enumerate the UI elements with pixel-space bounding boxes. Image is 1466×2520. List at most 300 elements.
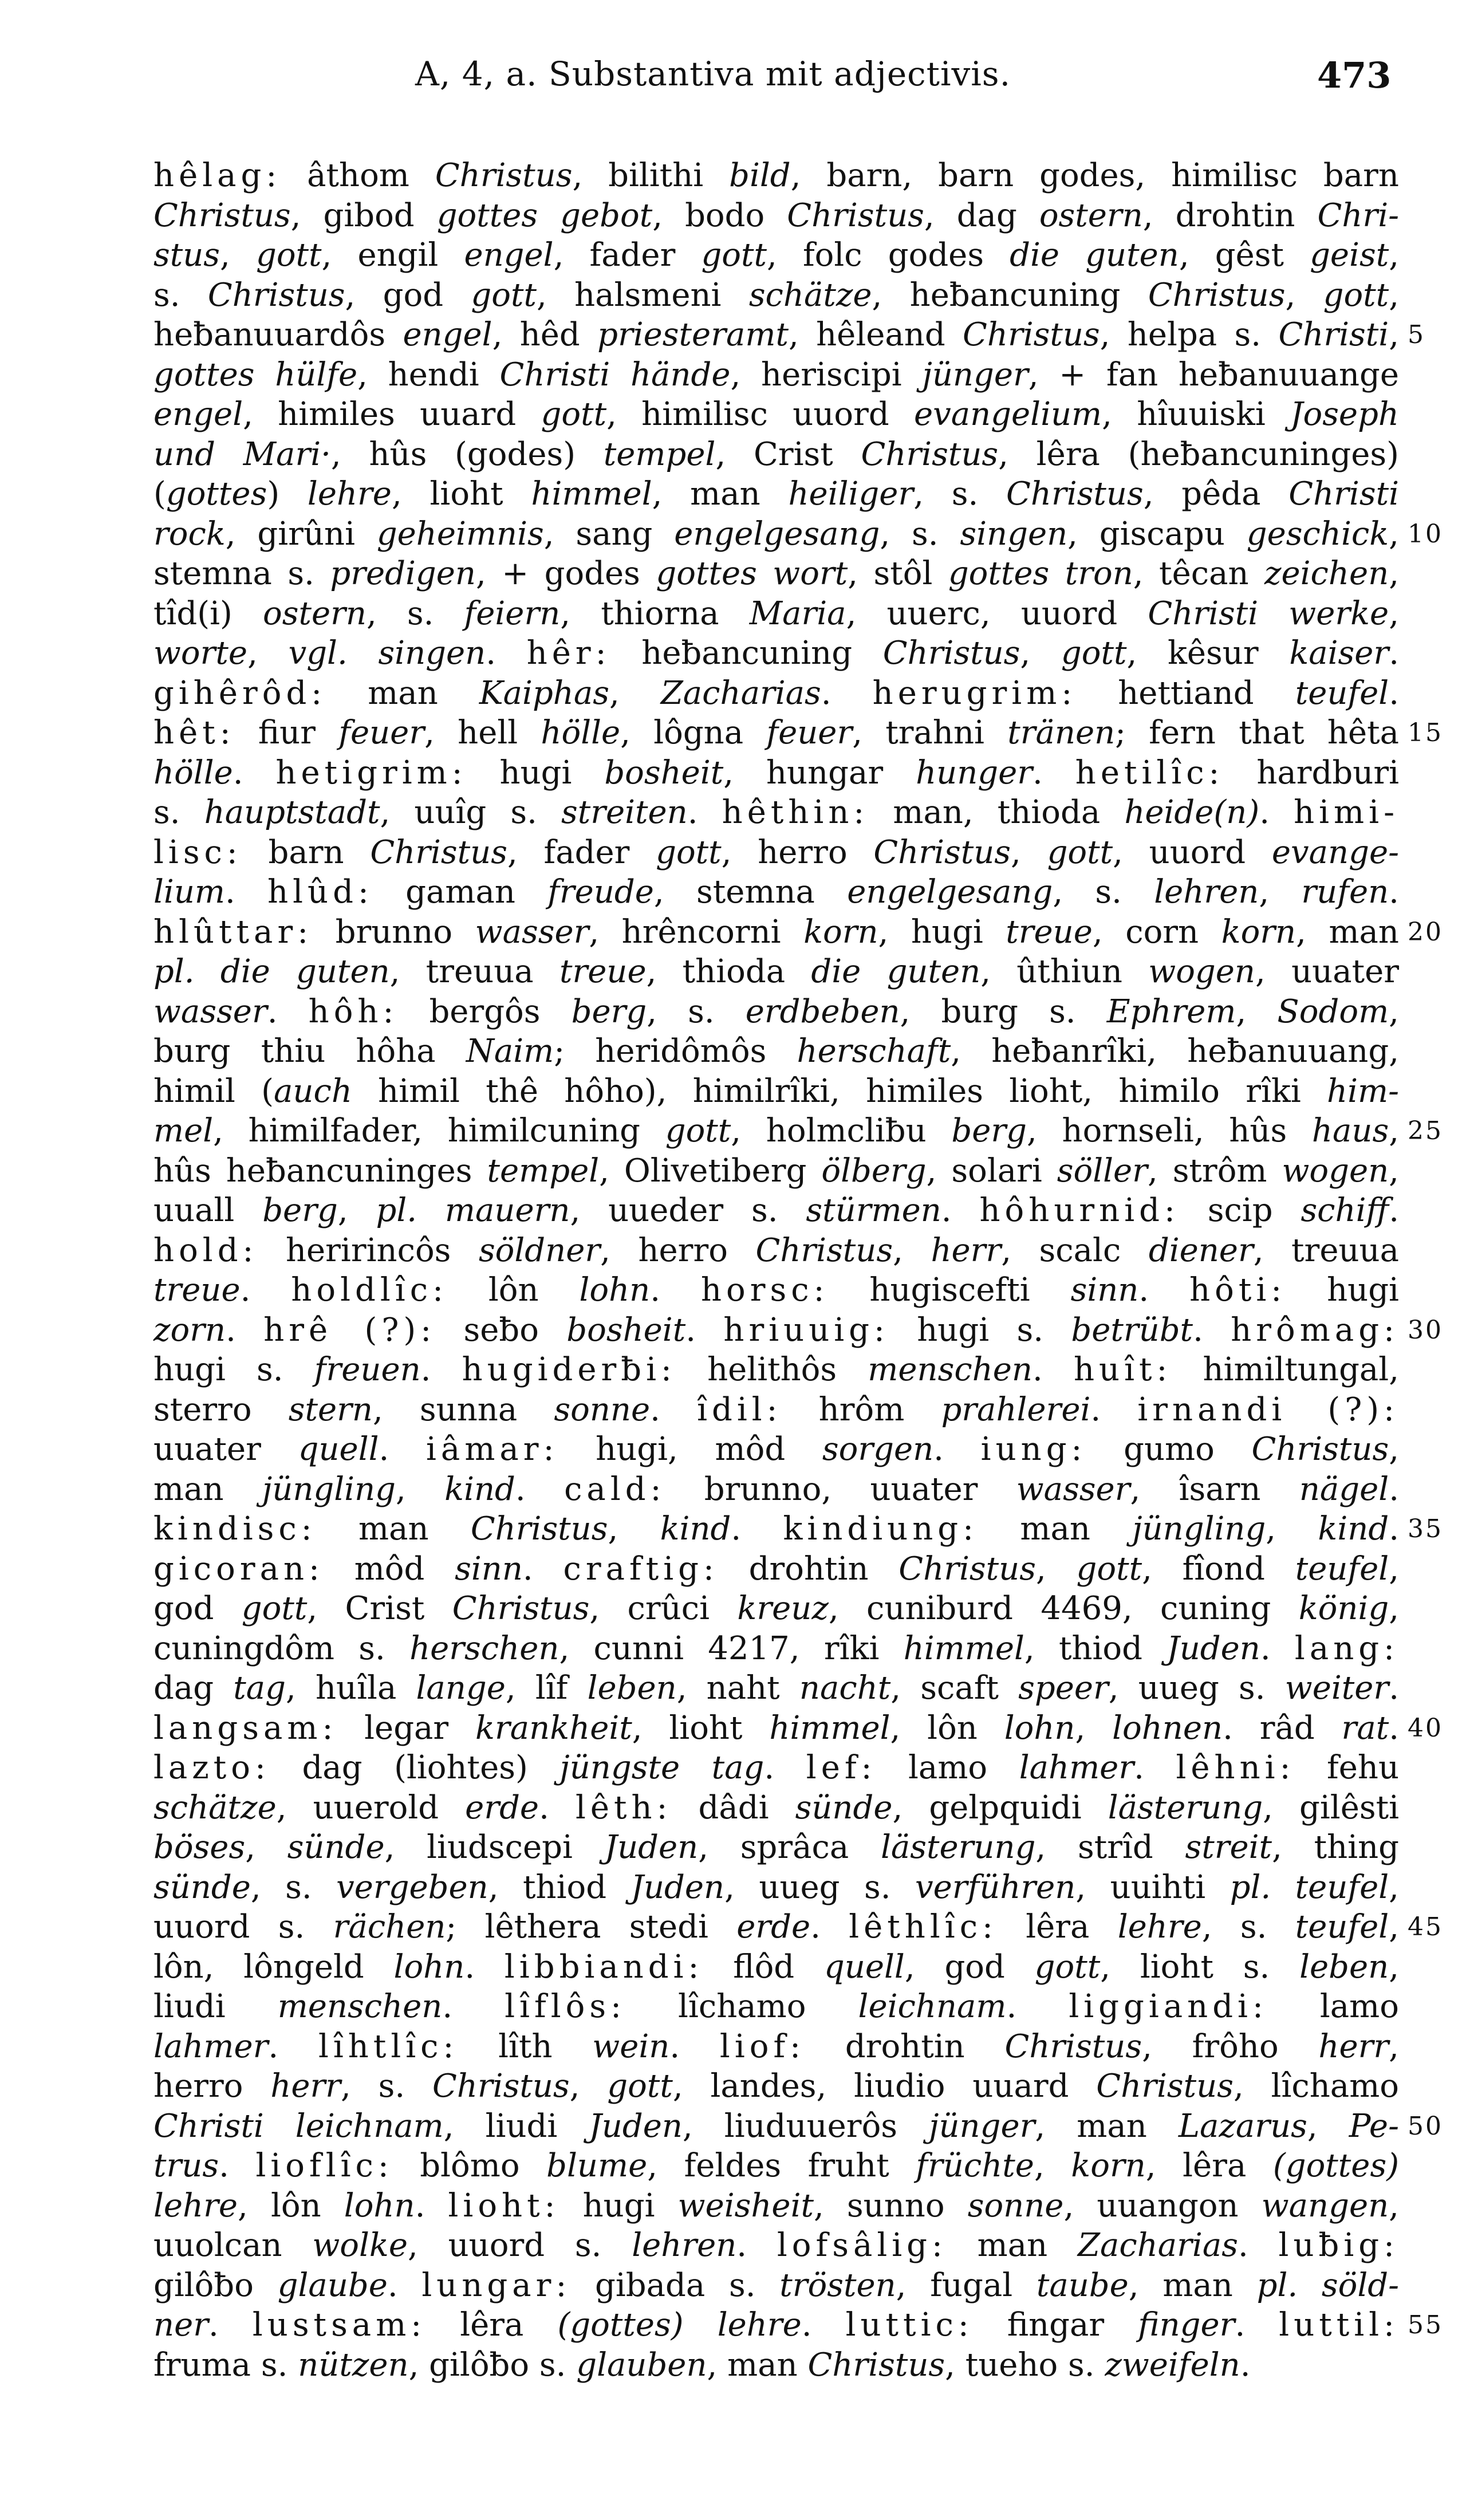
headword: gihêrôd:: [153, 674, 327, 712]
text-line: [153, 2266, 1399, 2306]
text-segment: , naht: [676, 1670, 799, 1707]
gloss-italic: stern: [288, 1391, 373, 1428]
headword: hêr:: [526, 635, 611, 672]
text-segment: .: [442, 1988, 505, 2025]
headword: lisc:: [153, 833, 242, 871]
text-segment: , Olivetiberg: [599, 1152, 822, 1190]
text-segment: , Crist: [307, 1590, 452, 1627]
text-segment: .: [515, 1470, 565, 1508]
text-line: [153, 1350, 1399, 1390]
gloss-italic: heide(n): [1124, 794, 1260, 831]
text-segment: , thiod: [1024, 1629, 1167, 1667]
text-segment: , man: [707, 2346, 808, 2384]
gloss-italic: Lazarus: [1178, 2107, 1307, 2145]
text-segment: man: [326, 674, 479, 712]
page-number: 473: [1317, 54, 1392, 96]
gloss-italic: söldner: [478, 1231, 601, 1269]
text-segment: , sunna: [373, 1391, 554, 1428]
text-segment: lêra: [997, 1908, 1118, 1946]
text-segment: .: [1260, 1629, 1295, 1667]
text-segment: hettiand: [1077, 674, 1295, 712]
text-segment: .: [1238, 2227, 1279, 2264]
text-segment: , crûci: [589, 1590, 738, 1627]
gloss-italic: hölle: [541, 714, 621, 751]
text-segment: .: [539, 1789, 576, 1826]
gloss-italic: kind: [660, 1510, 731, 1548]
gloss-italic: kreuz: [737, 1590, 829, 1627]
gloss-italic: leben: [587, 1670, 677, 1707]
text-segment: , sprâca: [698, 1829, 881, 1866]
text-segment: , god: [345, 276, 471, 314]
headword: lazto:: [153, 1749, 270, 1786]
gloss-italic: engel: [464, 237, 554, 274]
headword: hlûttar:: [153, 913, 313, 951]
text-segment: .: [420, 1351, 462, 1388]
gloss-italic: Christi leichnam: [153, 2107, 444, 2145]
text-segment: , holmcliƀu: [731, 1112, 952, 1149]
text-segment: s.: [153, 794, 204, 831]
text-segment: .: [1389, 873, 1399, 911]
text-segment: , halsmeni: [537, 276, 749, 314]
gloss-italic: pl. die guten: [153, 953, 390, 990]
gloss-italic: engel: [153, 396, 243, 433]
text-segment: god: [153, 1590, 242, 1627]
text-segment: ,: [1389, 2187, 1399, 2224]
text-line: [153, 2106, 1443, 2147]
text-line: [153, 1589, 1399, 1629]
text-segment: fiur: [235, 714, 339, 751]
gloss-italic: mel: [153, 1112, 214, 1149]
gloss-italic: streit: [1185, 1829, 1272, 1866]
text-segment: drohtin: [718, 1550, 899, 1588]
gloss-italic: Christus: [861, 435, 999, 473]
text-segment: , folc godes: [767, 237, 1010, 274]
text-segment: heƀanuuardôs: [153, 316, 403, 353]
gloss-italic: teufel: [1295, 1550, 1389, 1588]
text-segment: ; fern that hêta: [1115, 714, 1400, 751]
text-segment: ,: [609, 674, 661, 712]
gloss-italic: jüngling: [1132, 1510, 1266, 1548]
text-segment: , uuord: [1113, 833, 1272, 871]
gloss-italic: heiliger: [788, 475, 914, 513]
headword: lofsâlig:: [777, 2227, 947, 2264]
text-segment: ,: [1389, 1948, 1400, 1986]
text-segment: .: [208, 2306, 253, 2344]
text-line: [153, 713, 1443, 753]
gloss-italic: Christus: [1251, 1431, 1389, 1468]
text-segment: , stôl: [848, 555, 948, 592]
gloss-italic: Christi: [1288, 475, 1399, 513]
text-segment: ,: [1389, 1590, 1400, 1627]
text-segment: , gelpquidi: [892, 1789, 1108, 1826]
text-segment: , uuerold: [276, 1789, 466, 1826]
text-segment: .: [1032, 754, 1075, 792]
gloss-italic: Christi: [1278, 316, 1389, 353]
gloss-italic: pl. teufel: [1229, 1868, 1389, 1906]
text-segment: helithôs: [676, 1351, 868, 1388]
text-segment: , heriscipi: [730, 356, 923, 393]
text-line: [153, 156, 1399, 196]
gloss-italic: lahmer: [153, 2027, 269, 2065]
gloss-italic: lium: [153, 873, 225, 911]
text-segment: ,: [1389, 316, 1399, 353]
text-segment: ,: [893, 1231, 931, 1269]
gloss-italic: Christus: [882, 635, 1020, 672]
gloss-italic: gott: [1323, 276, 1389, 314]
gloss-italic: erde: [465, 1789, 539, 1826]
headword: horsc:: [700, 1271, 829, 1309]
text-line: [153, 952, 1399, 992]
text-segment: brunno: [313, 913, 475, 951]
gloss-italic: haus: [1311, 1112, 1389, 1149]
gloss-italic: jünger: [929, 2107, 1035, 2145]
text-line: [153, 674, 1399, 714]
text-line: [153, 1231, 1399, 1271]
text-segment: .: [267, 993, 309, 1030]
text-segment: , s.: [366, 594, 464, 632]
gloss-italic: menschen: [277, 1988, 443, 2025]
text-segment: ,: [1389, 993, 1399, 1030]
gloss-italic: die guten: [811, 953, 981, 990]
gloss-italic: früchte: [916, 2147, 1034, 2184]
text-segment: lîth: [458, 2027, 593, 2065]
text-segment: , gilêsti: [1263, 1789, 1400, 1826]
gloss-italic: streiten: [561, 794, 688, 831]
gloss-italic: gott: [656, 833, 722, 871]
headword: lioht:: [448, 2187, 560, 2224]
text-segment: . râd: [1223, 1709, 1342, 1747]
text-segment: .: [1389, 1709, 1400, 1747]
gloss-italic: predigen: [330, 555, 476, 592]
gloss-italic: lohn: [1004, 1709, 1075, 1747]
text-segment: dâdi: [672, 1789, 795, 1826]
gloss-italic: Maria: [749, 594, 846, 632]
text-segment: , liuduuerôs: [682, 2107, 929, 2145]
text-segment: hugiscefti: [829, 1271, 1071, 1309]
text-segment: .: [736, 2227, 777, 2264]
gloss-italic: pl. söld-: [1256, 2266, 1399, 2304]
text-segment: .: [464, 1948, 505, 1986]
headword: lungar:: [421, 2266, 572, 2304]
text-segment: , hungar: [723, 754, 916, 792]
gloss-italic: lohnen: [1112, 1709, 1223, 1747]
text-line: [153, 1868, 1399, 1908]
gloss-italic: Juden: [1167, 1629, 1260, 1667]
gloss-italic: berg: [951, 1112, 1027, 1149]
text-segment: brunno, uuater: [665, 1470, 1016, 1508]
gloss-italic: wein: [592, 2027, 670, 2065]
gloss-italic: lehre: [307, 475, 392, 513]
headword: liof:: [719, 2027, 806, 2065]
text-segment: , ûthiun: [980, 953, 1149, 990]
line-number: 55: [1408, 2310, 1443, 2340]
headword: luttic:: [845, 2306, 974, 2344]
gloss-italic: ner: [153, 2306, 208, 2344]
line-number: 15: [1408, 718, 1443, 747]
text-segment: , sang: [543, 515, 675, 553]
text-segment: .: [219, 2147, 256, 2184]
gloss-italic: herr: [1318, 2027, 1389, 2065]
gloss-italic: nägel: [1299, 1470, 1389, 1508]
text-segment: heririncôs: [258, 1231, 479, 1269]
text-line: [153, 1031, 1399, 1072]
gloss-italic: stürmen: [806, 1192, 941, 1229]
text-segment: , heƀancuning: [872, 276, 1148, 314]
text-segment: uuord s.: [153, 1908, 333, 1946]
text-line: [153, 633, 1399, 674]
text-segment: seƀo: [436, 1311, 567, 1349]
text-segment: hûs heƀancuninges: [153, 1152, 487, 1190]
gloss-italic: Joseph: [1290, 396, 1399, 433]
gloss-italic: taube: [1036, 2266, 1129, 2304]
text-segment: .: [1006, 1988, 1069, 2025]
text-segment: , thioda: [646, 953, 811, 990]
gloss-italic: rock: [153, 515, 226, 553]
running-title: A, 4, a. Substantiva mit adjectivis.: [415, 54, 1011, 93]
text-segment: , thing: [1272, 1829, 1399, 1866]
text-line: [153, 2345, 1399, 2385]
text-segment: hugi s.: [889, 1311, 1071, 1349]
gloss-italic: evange-: [1271, 833, 1399, 871]
text-segment: , gibod: [290, 196, 437, 234]
gloss-italic: Naim: [466, 1033, 554, 1070]
gloss-italic: geist: [1310, 237, 1389, 274]
gloss-italic: gott: [1047, 833, 1113, 871]
text-segment: , gilôƀo s.: [408, 2346, 577, 2384]
text-segment: , hugi: [878, 913, 1006, 951]
text-segment: , s.: [341, 2068, 432, 2105]
text-segment: .: [522, 1550, 563, 1588]
text-segment: , thiod: [488, 1868, 631, 1906]
text-line: [153, 315, 1425, 355]
gloss-italic: tag: [233, 1670, 286, 1707]
text-segment: .: [232, 754, 276, 792]
gloss-italic: singen: [960, 515, 1068, 553]
gloss-italic: berg: [262, 1192, 338, 1229]
gloss-italic: tempel: [487, 1152, 600, 1190]
text-segment: uuater: [153, 1431, 298, 1468]
text-segment: , scaft: [890, 1670, 1019, 1707]
gloss-italic: Christus: [207, 276, 345, 314]
gloss-italic: geheimnis: [376, 515, 544, 553]
text-segment: , hrêncorni: [589, 913, 804, 951]
text-segment: hugi, môd: [558, 1431, 822, 1468]
gloss-italic: lohn: [579, 1271, 651, 1309]
text-segment: .: [685, 1311, 724, 1349]
text-segment: ,: [1389, 515, 1399, 553]
text-segment: , thiorna: [560, 594, 750, 632]
text-segment: ,: [1389, 1152, 1399, 1190]
text-segment: , stemna: [653, 873, 848, 911]
gloss-italic: korn: [1221, 913, 1296, 951]
text-segment: barn: [242, 833, 371, 871]
text-segment: ,: [1011, 833, 1047, 871]
text-segment: , lîchamo: [1233, 2068, 1400, 2105]
text-segment: lêra: [426, 2306, 558, 2344]
text-segment: heƀancuning: [610, 635, 883, 672]
gloss-italic: gottes hülfe: [153, 356, 358, 393]
text-segment: , liudscepi: [384, 1829, 605, 1866]
gloss-italic: quell: [823, 1948, 905, 1986]
gloss-italic: verführen: [915, 1868, 1076, 1906]
text-segment: , landes, liudio uuard: [672, 2068, 1097, 2105]
text-segment: ,: [1285, 276, 1323, 314]
text-segment: , himilisc uuord: [606, 396, 914, 433]
gloss-italic: trösten: [779, 2266, 896, 2304]
headword: kindiung:: [783, 1510, 979, 1548]
headword: cald:: [564, 1470, 666, 1508]
line-number: 45: [1408, 1912, 1443, 1942]
gloss-italic: Christus: [963, 316, 1100, 353]
text-segment: hugi: [559, 2187, 678, 2224]
gloss-italic: Christus: [898, 1550, 1036, 1588]
gloss-italic: gott: [471, 276, 537, 314]
text-segment: , hîuuiski: [1102, 396, 1291, 433]
text-segment: ,: [1389, 1908, 1400, 1946]
text-segment: , tueho s.: [945, 2346, 1105, 2384]
gloss-italic: Christi werke: [1148, 594, 1389, 632]
text-segment: , lioht: [391, 475, 531, 513]
headword: lang:: [1294, 1629, 1399, 1667]
gloss-italic: ölberg: [821, 1152, 927, 1190]
gloss-italic: vgl. singen: [288, 635, 486, 672]
gloss-italic: gottes gebot: [436, 196, 653, 234]
text-line: [153, 1748, 1399, 1788]
text-segment: ,: [1020, 635, 1061, 672]
gloss-italic: Christus: [470, 1510, 608, 1548]
line-number: 5: [1408, 320, 1425, 349]
text-segment: ,: [1389, 276, 1399, 314]
gloss-italic: worte: [153, 635, 248, 672]
gloss-italic: Juden: [604, 1829, 699, 1866]
gloss-italic: gott: [701, 237, 767, 274]
text-segment: man: [947, 2227, 1078, 2264]
text-line: [153, 196, 1399, 236]
gloss-italic: Zacharias: [1078, 2227, 1238, 2264]
text-segment: ,: [1307, 2107, 1349, 2145]
text-segment: , sunno: [813, 2187, 968, 2224]
text-segment: , fader: [553, 237, 702, 274]
gloss-italic: Christus: [432, 2068, 570, 2105]
gloss-italic: pl. mauern: [376, 1192, 570, 1229]
running-header: [0, 54, 1466, 100]
text-line: [153, 793, 1399, 833]
gloss-italic: betrübt: [1071, 1311, 1193, 1349]
text-segment: , uueg s.: [724, 1868, 915, 1906]
headword: hêt:: [153, 714, 235, 751]
text-segment: ,: [1035, 1550, 1077, 1588]
text-segment: , strôm: [1147, 1152, 1282, 1190]
gloss-italic: herr: [931, 1231, 1002, 1269]
text-segment: lôn, lôngeld: [153, 1948, 394, 1986]
line-number: 25: [1408, 1116, 1443, 1145]
text-segment: ,: [1389, 2027, 1399, 2065]
text-segment: , heƀanrîki, heƀanuuang,: [951, 1033, 1399, 1070]
text-line: [153, 1430, 1399, 1470]
gloss-italic: hölle: [153, 754, 233, 792]
gloss-italic: böses: [153, 1829, 246, 1866]
text-segment: fruma s.: [153, 2346, 298, 2384]
gloss-italic: gott: [541, 396, 607, 433]
gloss-italic: tempel: [603, 435, 716, 473]
gloss-italic: zeichen: [1264, 555, 1389, 592]
text-segment: .: [687, 794, 722, 831]
text-segment: , lôn: [238, 2187, 344, 2224]
text-segment: ,: [220, 237, 256, 274]
text-segment: , lôn: [890, 1709, 1004, 1747]
headword: hêlag:: [153, 157, 282, 194]
gloss-italic: wolke: [312, 2227, 408, 2264]
gloss-italic: Christus: [153, 196, 291, 234]
gloss-italic: freuen: [314, 1351, 421, 1388]
text-segment: , barn, barn godes, himilisc barn: [790, 157, 1400, 194]
gloss-italic: kind: [444, 1470, 515, 1508]
gloss-italic: treue: [1006, 913, 1093, 951]
text-segment: ,: [1389, 237, 1400, 274]
text-segment: , s.: [647, 993, 746, 1030]
text-line: [153, 1470, 1399, 1510]
text-segment: .: [650, 1391, 697, 1428]
gloss-italic: wogen: [1282, 1152, 1389, 1190]
text-segment: ,: [569, 2068, 608, 2105]
text-segment: , treuua: [389, 953, 559, 990]
text-line: [153, 2066, 1399, 2106]
text-segment: , giscapu: [1067, 515, 1247, 553]
gloss-italic: Christus: [452, 1590, 590, 1627]
text-segment: ,: [337, 1192, 376, 1229]
text-segment: ,: [395, 1470, 445, 1508]
headword: langsam:: [153, 1709, 338, 1747]
gloss-italic: die guten: [1010, 237, 1179, 274]
text-segment: , himilfader, himilcuning: [213, 1112, 665, 1149]
gloss-italic: Chri-: [1317, 196, 1400, 234]
gloss-italic: Christus: [1148, 276, 1286, 314]
gloss-italic: auch: [274, 1072, 352, 1110]
text-segment: , + godes: [475, 555, 656, 592]
text-segment: , dag: [924, 196, 1039, 234]
text-segment: , man: [1296, 913, 1399, 951]
gloss-italic: Pe-: [1349, 2107, 1399, 2145]
text-line: [153, 1191, 1399, 1231]
headword: himi-: [1294, 794, 1399, 831]
gloss-italic: trus: [153, 2147, 219, 2184]
text-line: [153, 1310, 1443, 1350]
gloss-italic: teufel: [1295, 674, 1389, 712]
text-segment: , liudi: [443, 2107, 589, 2145]
text-segment: .: [1090, 1391, 1138, 1428]
gloss-italic: feuer: [338, 714, 425, 751]
text-segment: (: [153, 475, 166, 513]
text-segment: , gêst: [1179, 237, 1310, 274]
gloss-italic: teufel: [1295, 1908, 1389, 1946]
text-segment: , huîla: [286, 1670, 416, 1707]
text-line: [153, 912, 1443, 952]
text-line: [153, 1788, 1399, 1828]
text-segment: , frôho: [1142, 2027, 1319, 2065]
gloss-italic: menschen: [868, 1351, 1032, 1388]
gloss-italic: lehren: [1154, 873, 1259, 911]
text-segment: , s.: [250, 1868, 337, 1906]
text-segment: , himiles uuard: [243, 396, 541, 433]
text-segment: âthom: [281, 157, 435, 194]
text-segment: hugi: [467, 754, 605, 792]
text-segment: gaman: [373, 873, 548, 911]
gloss-italic: rächen: [333, 1908, 446, 1946]
text-segment: lamo: [876, 1749, 1019, 1786]
text-segment: , uuater: [1255, 953, 1400, 990]
gloss-italic: wasser: [475, 913, 589, 951]
gloss-italic: lehre: [153, 2187, 238, 2224]
